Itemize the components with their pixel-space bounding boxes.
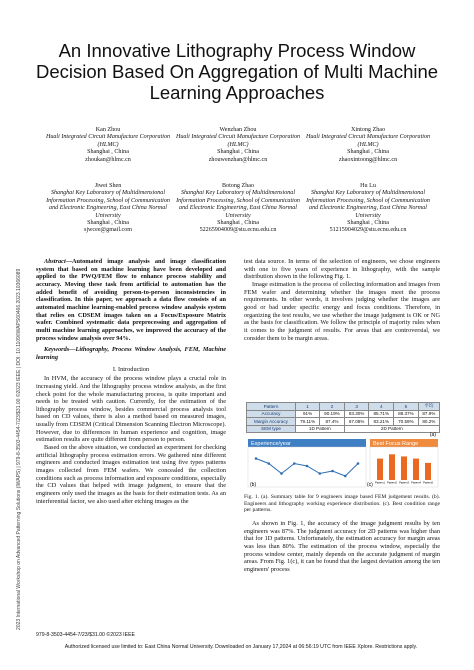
author-city: Shanghai , China <box>347 220 389 227</box>
author-name: Botong Zhao <box>222 183 254 189</box>
figure-caption: Fig. 1. (a). Summary table for 9 engineers image based FEM judgement results. (b). Engineers and lithography working experience distribution. (c). Best condition range per patterns. <box>244 494 440 514</box>
side-doi-text: 2023 International Workshop on Advanced Patterning Solutions (IWAPS) | 979-8-3503-4454-7/23/$31.00 ©2023 IEEE | DOI: 10.1109/IWAPS60466.2023.10366089 <box>16 268 22 630</box>
table-cell: 90.19% <box>320 410 345 418</box>
author-email: zhoukan@hlmc.cn <box>85 156 131 163</box>
author-name: Xintong Zhao <box>350 127 386 133</box>
keywords-label: Keywords <box>44 346 70 354</box>
body-paragraph: test data source. In terms of the selection of engineers, we chose engineers with one to five years of experience in lithography, with the sample distribution shown in the following Fig. 1. <box>244 258 440 281</box>
author-card <box>304 183 432 235</box>
table-cell: 85.71% <box>369 410 394 418</box>
author-affiliation: Shanghai Key Laboratory of Multidimensional Information Processing, School of Communication and Electronic Engineering, East China Normal University <box>46 190 170 219</box>
author-city: Shanghai , China <box>87 220 129 227</box>
bar-tick-label: Pattern5 <box>423 481 433 485</box>
bar <box>425 463 431 480</box>
right-column-bottom <box>244 520 440 574</box>
author-card <box>44 127 172 164</box>
table-cell: 平均 <box>418 403 439 411</box>
section-heading: I. Introduction <box>112 365 150 373</box>
table-cell: 1D Pattern <box>295 425 344 433</box>
panel-label-c: (c) <box>367 482 373 488</box>
author-name: Wenzhan Zhou <box>219 127 257 133</box>
bar <box>389 454 395 480</box>
author-email: 52265904009@stu.ecnu.edu.cn <box>199 227 277 234</box>
table-cell: 4 <box>369 403 394 411</box>
author-email: sjwcee@gmail.com <box>83 227 133 234</box>
body-paragraph: In HVM, the accuracy of the process window plays a crucial role in increasing yield. And the lithography process window analysis, as the first check point for the whole manufacturing process, is quite important and needs to be treated with caution. Currently, for the estimation of the lithography process window, besides commercial process analysis tool based on CD values, there is also a method based on measured images, usually from CDSEM (Critical Dimension Scanning Electron Microscope). However, due to differences in human experience and cognition, image estimation results are quite different from person to person. <box>36 375 226 444</box>
bar <box>413 459 419 480</box>
table-cell: 3 <box>344 403 369 411</box>
panel-label-b: (b) <box>250 482 257 488</box>
bar-tick-label: Pattern4 <box>411 481 421 485</box>
table-cell: SEM type <box>247 425 296 433</box>
bar-tick-label: Pattern1 <box>375 481 385 485</box>
body-paragraph: Image estimation is the process of collecting information and images from FEM wafer and determining whether the images meet the process requirements. In other words, it involves judging whether the images are good or bad under specific energy and focus conditions. Therefore, in organizing the test results, we use whether the image judgment is OK or NG as the basis for classification. We follow the principle of majority rules when it comes to the judgment of results. For areas that are controversial, we consider them to be margin areas. <box>244 280 440 342</box>
author-affiliation: Huali Integrated Circuit Manufacture Corporation (HLMC) <box>305 134 431 148</box>
line-point <box>293 462 296 465</box>
author-email: 51215904029@stu.ecnu.edu.cn <box>329 227 407 234</box>
left-column <box>36 258 226 505</box>
author-name: Hu Lu <box>360 183 376 189</box>
author-affiliation: Shanghai Key Laboratory of Multidimensional Information Processing, School of Communication and Electronic Engineering, East China Normal University <box>176 190 300 219</box>
bar <box>401 456 407 480</box>
author-affiliation: Huali Integrated Circuit Manufacture Corporation (HLMC) <box>175 134 301 148</box>
line-point <box>255 457 258 460</box>
line-point <box>331 470 334 473</box>
panel-label-a: (a) <box>429 432 436 438</box>
line-point <box>344 475 347 478</box>
table-cell: 83.30% <box>344 410 369 418</box>
author-city: Shanghai , China <box>217 149 259 156</box>
keywords <box>36 346 226 361</box>
author-name: Jiwei Shen <box>94 183 122 189</box>
line-point <box>306 465 309 468</box>
author-city: Shanghai , China <box>217 220 259 227</box>
footer-code: 979-8-3503-4454-7/23/$31.00 ©2023 IEEE <box>36 632 136 638</box>
author-card <box>44 183 172 235</box>
table-cell: 2D Pattern <box>344 425 439 433</box>
author-city: Shanghai , China <box>347 149 389 156</box>
table-cell: 80.2% <box>418 418 439 426</box>
keywords-text: —Lithography, Process Window Analysis, FEM, Machine learning <box>36 346 226 361</box>
abstract-text: —Automated image analysis and image classification system that based on machine learning have been developed and applied to the PWQ/FEM flow to enhance process stability and accuracy. Moving these task from artificial to automation has the added benefit of avoiding person-to-person inconsistencies in classification. In this paper, we approach a data flow consists of an automated machine learning-enabled process window analysis system that relies on CDSEM images taken on a Focus/Exposure Matrix wafer. Combined systematic data preprocessing and aggregation of multi machine learning approaches, we improved the accuracy of the process window analysis over 94%. <box>36 258 226 342</box>
table-cell: 87.9% <box>418 410 439 418</box>
bar-chart-title: Best Focus Range <box>373 441 419 447</box>
abstract-label: Abstract <box>44 258 66 265</box>
table-cell: 2 <box>320 403 345 411</box>
author-city: Shanghai , China <box>87 149 129 156</box>
bar-tick-label: Pattern3 <box>399 481 409 485</box>
figure-charts <box>246 402 440 490</box>
table-cell: 1 <box>295 403 319 411</box>
table-cell: 88.37% <box>394 410 419 418</box>
abstract <box>36 258 226 342</box>
table-cell: 5 <box>394 403 419 411</box>
bar-tick-label: Pattern2 <box>387 481 397 485</box>
figure-1 <box>246 402 440 490</box>
author-affiliation: Huali Integrated Circuit Manufacture Corporation (HLMC) <box>45 134 171 148</box>
table-cell: 67.08% <box>344 418 369 426</box>
author-email: zhouwenzhan@hlmc.cn <box>208 156 268 163</box>
body-paragraph: Based on the above situation, we conducted an experiment for checking artificial lithography process estimation errors. We gathered nine different engineers and conducted images estimation test using five types patterns images collected from FEM wafers. We concealed the collection conditions such as process information and exposure conditions, especially the CD values that helped with image judgment, to ensure that the engineers only used the images as the basis for their estimation tests. As an interferential factor, we also used after etching images as the <box>36 444 226 505</box>
table-cell: 87.4% <box>320 418 345 426</box>
author-card <box>174 183 302 235</box>
author-email: zhaoxintoong@hlmc.cn <box>338 156 398 163</box>
table-cell: Margin Accuracy <box>247 418 296 426</box>
line-chart-title: Experience/year <box>251 441 291 447</box>
author-card <box>174 127 302 164</box>
footer-license: Authorized licensed use limited to: East China Normal University. Downloaded on January 17,2024 at 06:56:19 UTC from IEEE Xplore. Restrictions apply. <box>64 644 418 650</box>
paper-title: An Innovative Lithography Process Window Decision Based On Aggregation of Multi Machine Learning Approaches <box>35 40 439 103</box>
author-affiliation: Shanghai Key Laboratory of Multidimensional Information Processing, School of Communication and Electronic Engineering, East China Normal University <box>306 190 430 219</box>
table-cell: 83.21% <box>369 418 394 426</box>
table-cell: 70.59% <box>394 418 419 426</box>
table-cell: 91% <box>295 410 319 418</box>
body-paragraph: As shown in Fig. 1, the accuracy of the image judgment results by ten engineers was 87%. The judgment accuracy for 2D patterns was higher than that for 1D patterns. Unfortunately, the estimation accuracy for margin areas was less than 80%. The estimation of the process window, especially the process window center, mainly depends on the accurate judgment of margin areas. From Fig. 1(c), it can be found that the largest deviation among the ten engineers' process <box>244 520 440 573</box>
line-point <box>357 462 360 465</box>
author-card <box>304 127 432 164</box>
side-doi-stamp <box>8 150 22 630</box>
line-point <box>280 472 283 475</box>
table-cell: 79.11% <box>295 418 319 426</box>
bar <box>377 459 383 480</box>
table-cell: Accuracy <box>247 410 296 418</box>
line-point <box>318 472 321 475</box>
line-point <box>267 462 270 465</box>
right-column <box>244 258 440 342</box>
table-cell: Pattern <box>247 403 296 411</box>
author-name: Kan Zhou <box>95 127 121 133</box>
